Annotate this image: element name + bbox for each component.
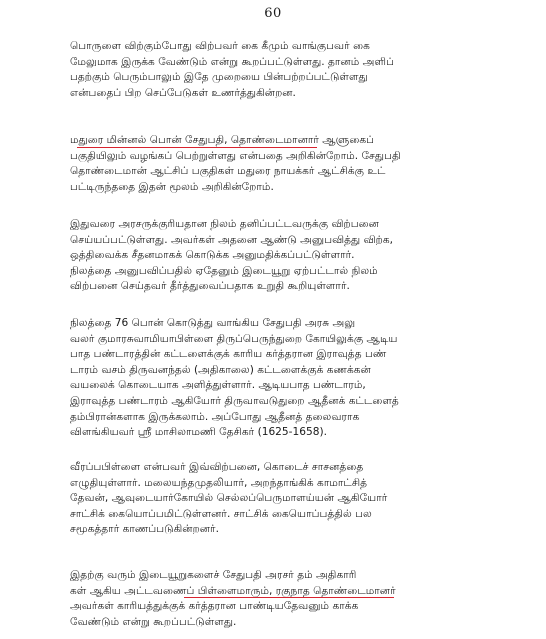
text-line: தம்பிரான்களாக இருக்கலாம். அப்போது ஆதீனத் தலைவராக bbox=[70, 410, 360, 423]
red-underline-mark bbox=[77, 147, 317, 148]
text-line: தேவன், ஆவுடையார்கோயில் செல்லப்பெருமாளய்யன் ஆகியோர் bbox=[70, 492, 388, 505]
text-line: கள் ஆகிய அட்டவணைப் பிள்ளைமாரும், ரகுநாத தொண்டைமானர் bbox=[70, 584, 396, 597]
text-line: பொருளை விற்கும்போது விற்பவர் கை கீமும் வாங்குபவர் கை bbox=[70, 40, 370, 52]
paragraph-6 bbox=[70, 568, 510, 630]
text-line: விளங்கியவர் ஸ்ரீ மாசிலாமணி தேசிகர் (1625-1658). bbox=[70, 426, 327, 439]
text-line: சாட்சிக் கையொப்பமிட்டுள்ளனர். சாட்சிக் கையொப்பத்தில் பல bbox=[70, 507, 372, 520]
text-line: மேலுமாக இருக்க வேண்டும் என்று கூறப்பட்டுள்ளது. தானம் அளிப் bbox=[70, 55, 394, 68]
text-line: வயலைக் கொடையாக அளித்துள்ளார். ஆடியபாத பண்டாரம், bbox=[70, 379, 366, 392]
text-line: டாரம் வசம் திருவனந்தல் (அதிகாலை) கட்டளைக்குக் கணக்கன் bbox=[70, 363, 371, 376]
text-line: வலர் குமாரசுவாமியாபிள்ளை திருப்பெருந்துறை கோயிலுக்கு ஆடிய bbox=[70, 332, 398, 345]
text-line: பகுதியிலும் வழங்கப் பெற்றுள்ளது என்பதை அறிகின்றோம். சேதுபதி bbox=[70, 149, 401, 162]
text-line: ஒத்திவைக்க சீதனமாகக் கொடுக்க அனுமதிக்கப்பட்டுள்ளார். bbox=[70, 249, 355, 262]
text-line: வீரப்பபிள்ளை என்பவர் இவ்விற்பனை, கொடைச் சாசனத்தை bbox=[70, 461, 364, 473]
text-line: பட்டிருந்ததை இதன் மூலம் அறிகின்றோம். bbox=[70, 180, 274, 193]
text-line: இதுவரை அரசருக்குரியதான நிலம் தனிப்பட்டவருக்கு விற்பனை bbox=[70, 218, 379, 230]
page-number: 60 bbox=[264, 6, 282, 21]
text-line: மதுரை மின்னல் பொன் சேதுபதி, தொண்டைமானார் ஆளுகைப் bbox=[70, 134, 375, 146]
text-line: இராவுத்த பண்டாரம் ஆகியோர் திருவாவடுதுறை ஆதீனக் கட்டளைத் bbox=[70, 394, 399, 407]
text-line: பாத பண்டாரத்தின் கட்டளைக்குக் காரிய கர்த்தரான இராவுத்த பண் bbox=[70, 348, 387, 361]
text-line: என்பதைப் பிற செப்பேடுகள் உணர்த்துகின்றன. bbox=[70, 86, 296, 99]
paragraph-2 bbox=[70, 133, 510, 195]
text-line: நிலத்தை 76 பொன் கொடுத்து வாங்கிய சேதுபதி அரசு அலு bbox=[70, 317, 356, 329]
red-underline-mark bbox=[184, 597, 394, 598]
paragraph-1 bbox=[70, 39, 510, 101]
text-line: அவர்கள் காரியத்துக்குக் கர்த்தரான பாண்டியதேவனும் காக்க bbox=[70, 600, 359, 613]
text-line: சமூகத்தார் காணப்படுகின்றனர். bbox=[70, 523, 219, 536]
text-line: எழுதியுள்ளார். மலையந்தமுதலியார், அறந்தாங்கிக் காமாட்சித் bbox=[70, 476, 368, 489]
text-line: தொண்டைமான் ஆட்சிப் பகுதிகள் மதுரை நாயக்கர் ஆட்சிக்கு உட் bbox=[70, 165, 386, 178]
paragraph-5 bbox=[70, 460, 510, 538]
text-line: விற்பனை செய்தவர் தீர்த்துவைப்பதாக உறுதி கூறியுள்ளார். bbox=[70, 280, 350, 293]
text-line: பதற்கும் பெரும்பாலும் இதே முறையை பின்பற்றப்பட்டுள்ளது bbox=[70, 71, 368, 84]
text-line: நிலத்தை அனுபவிப்பதில் ஏதேனும் இடையூறு ஏற்பட்டால் நிலம் bbox=[70, 264, 378, 277]
text-line: செய்யப்பட்டுள்ளது. அவர்கள் அதனை ஆண்டு அனுபவித்து விற்க, bbox=[70, 233, 394, 246]
text-line: வேண்டும் என்று கூறப்பட்டுள்ளது. bbox=[70, 615, 237, 628]
text-line: இதற்கு வரும் இடையூறுகளைச் சேதுபதி அரசர் தம் அதிகாரி bbox=[70, 569, 357, 581]
paragraph-3 bbox=[70, 217, 510, 295]
paragraph-4 bbox=[70, 316, 510, 441]
